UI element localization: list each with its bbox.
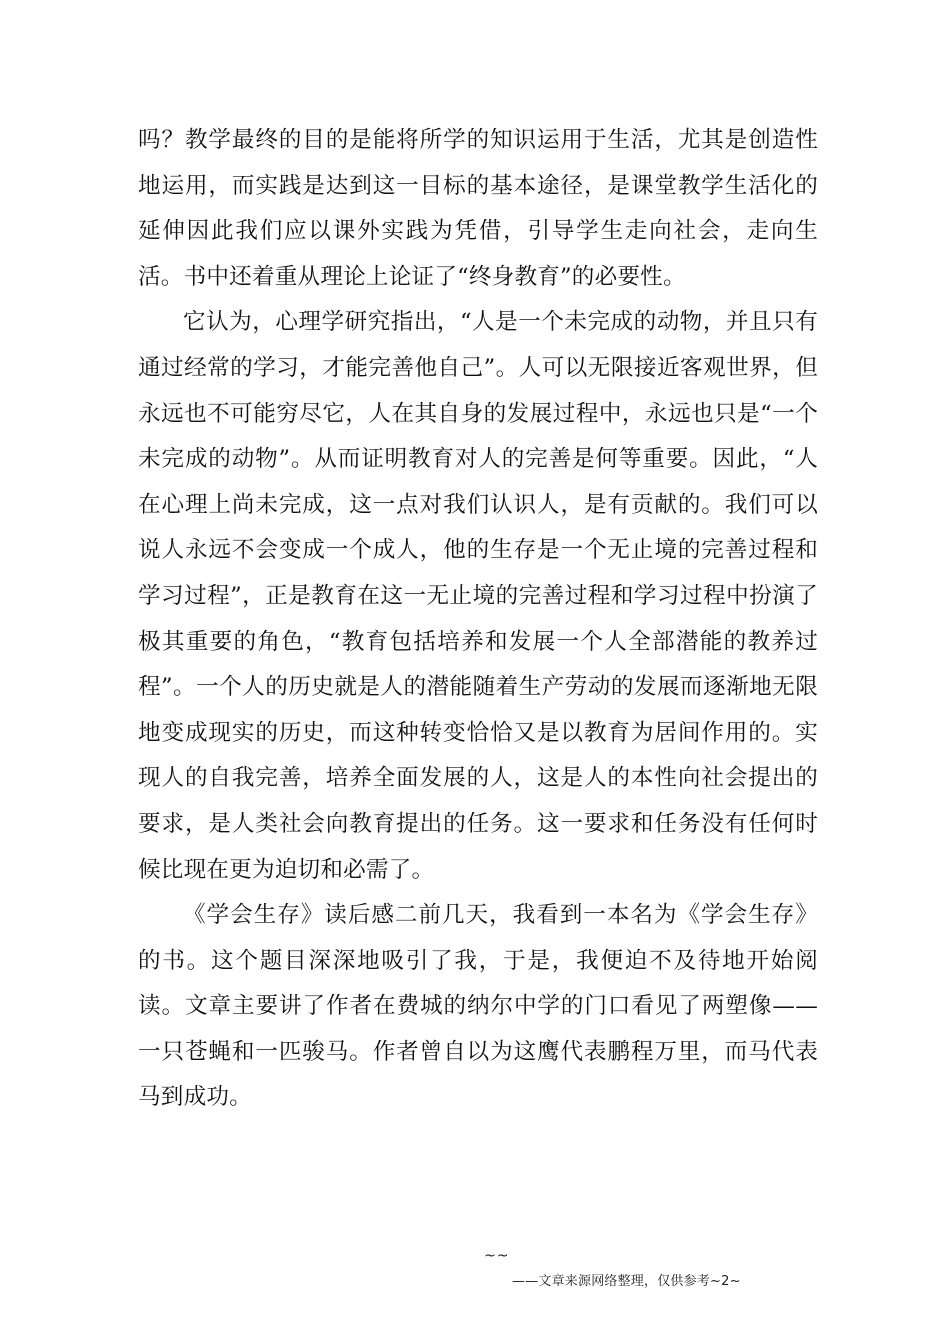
source-note: ——文章来源网络整理，仅供参考~2~	[512, 1274, 741, 1289]
document-body	[138, 118, 818, 1121]
paragraph-3: 《学会生存》读后感二前几天，我看到一本名为《学会生存》的书。这个题目深深地吸引了我，于是，我便迫不及待地开始阅读。文章主要讲了作者在费城的纳尔中学的门口看见了两塑像——一只苍蝇和一匹骏马。作者曾自以为这鹰代表鹏程万里，而马代表马到成功。	[138, 902, 818, 1111]
paragraph-1: 吗？教学最终的目的是能将所学的知识运用于生活，尤其是创造性地运用，而实践是达到这一目标的基本途径，是课堂教学生活化的延伸因此我们应以课外实践为凭借，引导学生走向社会，走向生活。书中还着重从理论上论证了“终身教育”的必要性。	[138, 127, 818, 290]
page-marker: ~~	[484, 1248, 510, 1264]
paragraph-2: 它认为，心理学研究指出，“人是一个未完成的动物，并且只有通过经常的学习，才能完善他自己”。人可以无限接近客观世界，但永远也不可能穷尽它，人在其自身的发展过程中，永远也只是“一个未完成的动物”。从而证明教育对人的完善是何等重要。因此，“人在心理上尚未完成，这一点对我们认识人，是有贡献的。我们可以说人永远不会变成一个成人，他的生存是一个无止境的完善过程和学习过程”，正是教育在这一无止境的完善过程和学习过程中扮演了极其重要的角色，“教育包括培养和发展一个人全部潜能的教养过程”。一个人的历史就是人的潜能随着生产劳动的发展而逐渐地无限地变成现实的历史，而这种转变恰恰又是以教育为居间作用的。实现人的自我完善，培养全面发展的人，这是人的本性向社会提出的要求，是人类社会向教育提出的任务。这一要求和任务没有任何时候比现在更为迫切和必需了。	[138, 309, 818, 883]
page-footer	[0, 1248, 950, 1308]
